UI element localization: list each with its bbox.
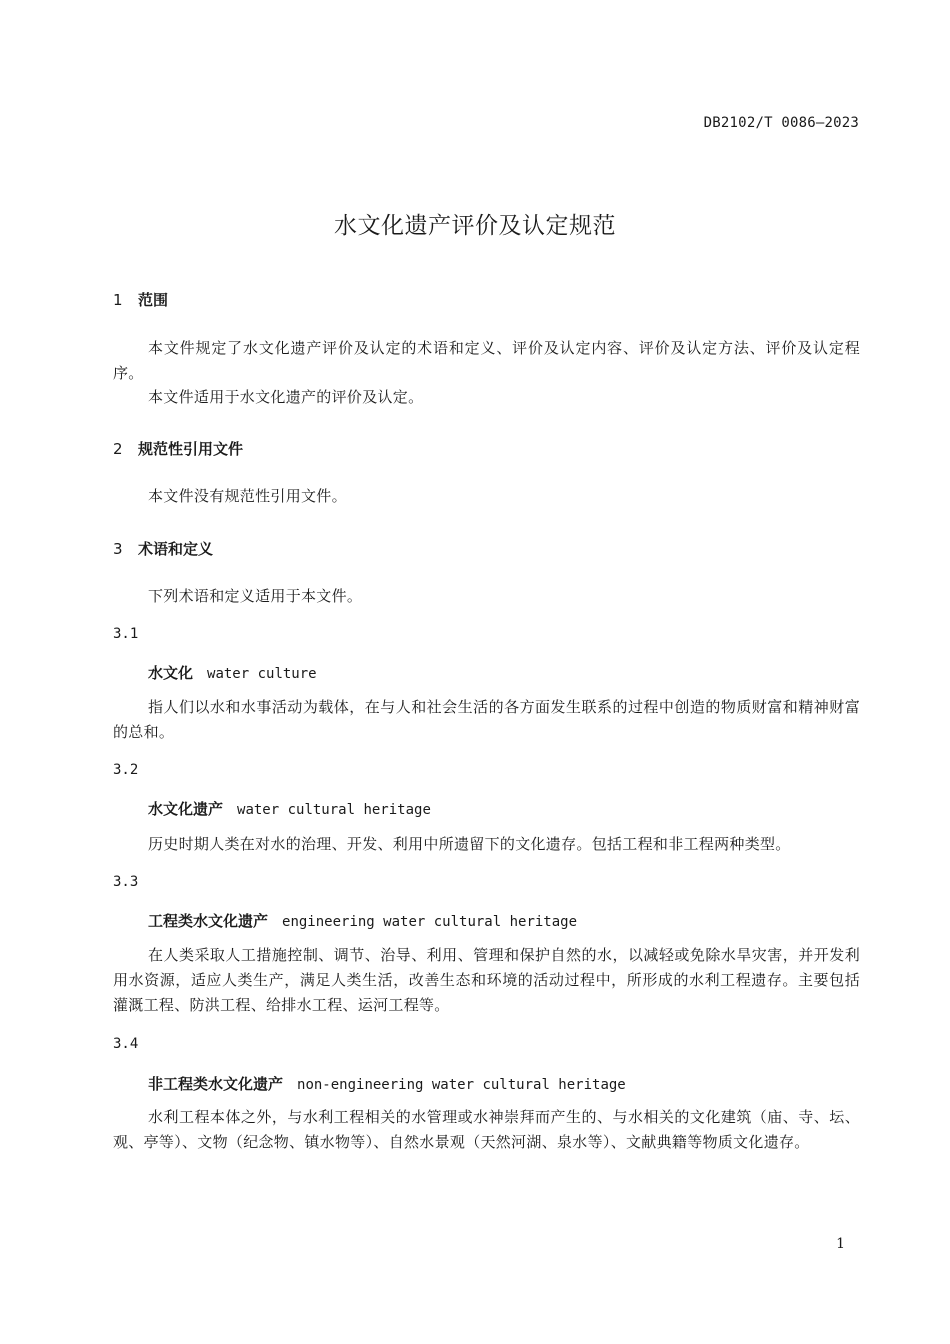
document-title: 水文化遗产评价及认定规范 (334, 213, 616, 239)
term-3-1 (148, 662, 317, 683)
section-title: 规范性引用文件 (138, 440, 244, 458)
section-number: 1 (113, 291, 123, 309)
section-1-heading (113, 289, 168, 310)
section-title: 范围 (138, 291, 169, 309)
term-3-2-definition: 历史时期人类在对水的治理、开发、利用中所遗留下的文化遗存。包括工程和非工程两种类型。 (148, 835, 791, 853)
term-3-1-number: 3.1 (113, 626, 139, 642)
term-3-4-number: 3.4 (113, 1036, 139, 1052)
term-3-3-number: 3.3 (113, 874, 139, 890)
term-en: engineering water cultural heritage (282, 914, 578, 930)
term-3-2-number: 3.2 (113, 762, 139, 778)
term-zh: 工程类水文化遗产 (148, 912, 269, 930)
section-1-paragraph-1: 本文件规定了水文化遗产评价及认定的术语和定义、评价及认定内容、评价及认定方法、评价及认定程序。 (113, 339, 860, 382)
section-2-heading (113, 438, 243, 459)
section-3-heading (113, 538, 213, 559)
term-3-3 (148, 910, 577, 931)
term-3-2 (148, 798, 431, 819)
term-zh: 非工程类水文化遗产 (148, 1075, 284, 1093)
section-number: 2 (113, 440, 123, 458)
section-1-paragraph-2: 本文件适用于水文化遗产的评价及认定。 (148, 388, 424, 406)
term-3-1-definition: 指人们以水和水事活动为载体，在与人和社会生活的各方面发生联系的过程中创造的物质财富和精神财富的总和。 (113, 698, 860, 741)
term-zh: 水文化 (148, 664, 194, 682)
term-3-4 (148, 1073, 626, 1094)
term-zh: 水文化遗产 (148, 800, 224, 818)
section-number: 3 (113, 540, 123, 558)
term-en: non-engineering water cultural heritage (297, 1077, 626, 1093)
page-number: 1 (836, 1236, 845, 1252)
term-en: water culture (207, 666, 317, 682)
term-3-4-definition: 水利工程本体之外，与水利工程相关的水管理或水神崇拜而产生的、与水相关的文化建筑（庙、寺、坛、观、亭等）、文物（纪念物、镇水物等）、自然水景观（天然河湖、泉水等）、文献典籍等物质文化遗存。 (113, 1108, 860, 1151)
section-3-paragraph-1: 下列术语和定义适用于本文件。 (148, 587, 363, 605)
document-id: DB2102/T 0086—2023 (703, 115, 859, 131)
section-title: 术语和定义 (138, 540, 214, 558)
section-2-paragraph-1: 本文件没有规范性引用文件。 (148, 487, 347, 505)
term-en: water cultural heritage (237, 802, 431, 818)
term-3-3-definition: 在人类采取人工措施控制、调节、治导、利用、管理和保护自然的水，以减轻或免除水旱灾害，并开发利用水资源，适应人类生产，满足人类生活，改善生态和环境的活动过程中，所形成的水利工程遗存。主要包括灌溉工程、防洪工程、给排水工程、运河工程等。 (113, 946, 860, 1014)
